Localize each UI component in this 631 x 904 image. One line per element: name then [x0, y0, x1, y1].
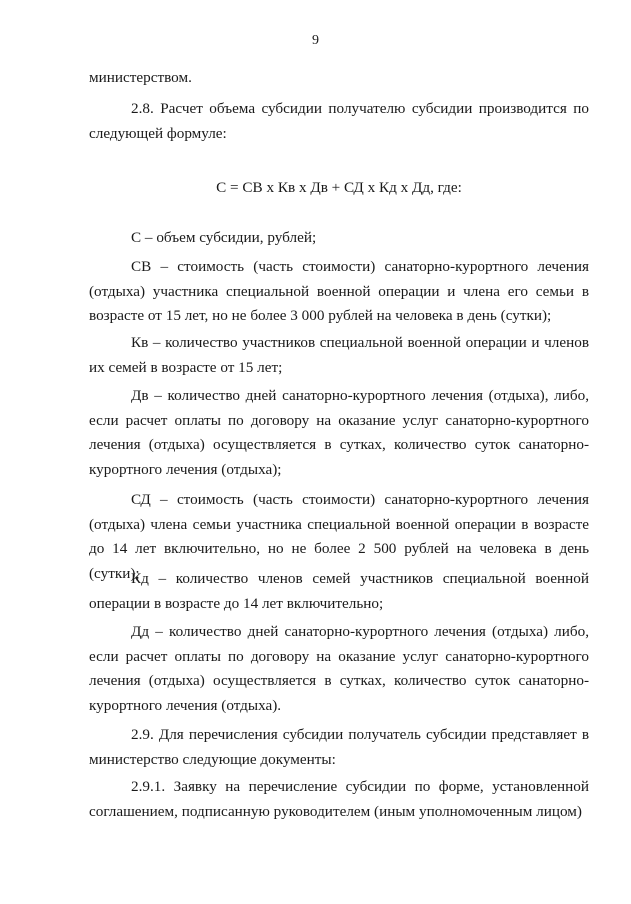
paragraph-continuation: министерством.: [89, 69, 192, 86]
paragraph-2-9-1: 2.9.1. Заявку на перечисление субсидии по форме, установленной соглашением, подписанную руководителем (иным уполномоченным лицом): [89, 778, 589, 820]
formula: С = СВ х Кв х Дв + СД х Кд х Дд, где:: [216, 179, 462, 196]
paragraph-2-9: 2.9. Для перечисления субсидии получатель субсидии представляет в министерство следующие документы:: [89, 726, 589, 768]
definition-sv: СВ – стоимость (часть стоимости) санаторно-курортного лечения (отдыха) участника специальной военной операции и члена его семьи в возрасте от 15 лет, но не более 3 000 рублей на человека в день (сутки);: [89, 258, 589, 324]
definition-kd: Кд – количество членов семей участников специальной военной операции в возрасте до 14 лет включительно;: [89, 570, 589, 612]
definition-dd: Дд – количество дней санаторно-курортного лечения (отдыха) либо, если расчет оплаты по договору на оказание услуг санаторно-курортного лечения (отдыха) осуществляется в сутках, количество суток санаторно-курортного лечения (отдыха).: [89, 623, 589, 714]
definition-kv: Кв – количество участников специальной военной операции и членов их семей в возрасте от 15 лет;: [89, 334, 589, 376]
definition-c: С – объем субсидии, рублей;: [131, 229, 317, 246]
page-number: 9: [312, 33, 319, 48]
definition-sd: СД – стоимость (часть стоимости) санаторно-курортного лечения (отдыха) члена семьи участника специальной военной операции в возрасте до 14 лет включительно, но не более 2 500 рублей на человека в день (сутки);: [89, 491, 589, 582]
paragraph-2-8: 2.8. Расчет объема субсидии получателю субсидии производится по следующей формуле:: [89, 100, 589, 142]
definition-dv: Дв – количество дней санаторно-курортного лечения (отдыха), либо, если расчет оплаты по договору на оказание услуг санаторно-курортного лечения (отдыха) осуществляется в сутках, количество суток санаторно-курортного лечения (отдыха);: [89, 387, 589, 478]
